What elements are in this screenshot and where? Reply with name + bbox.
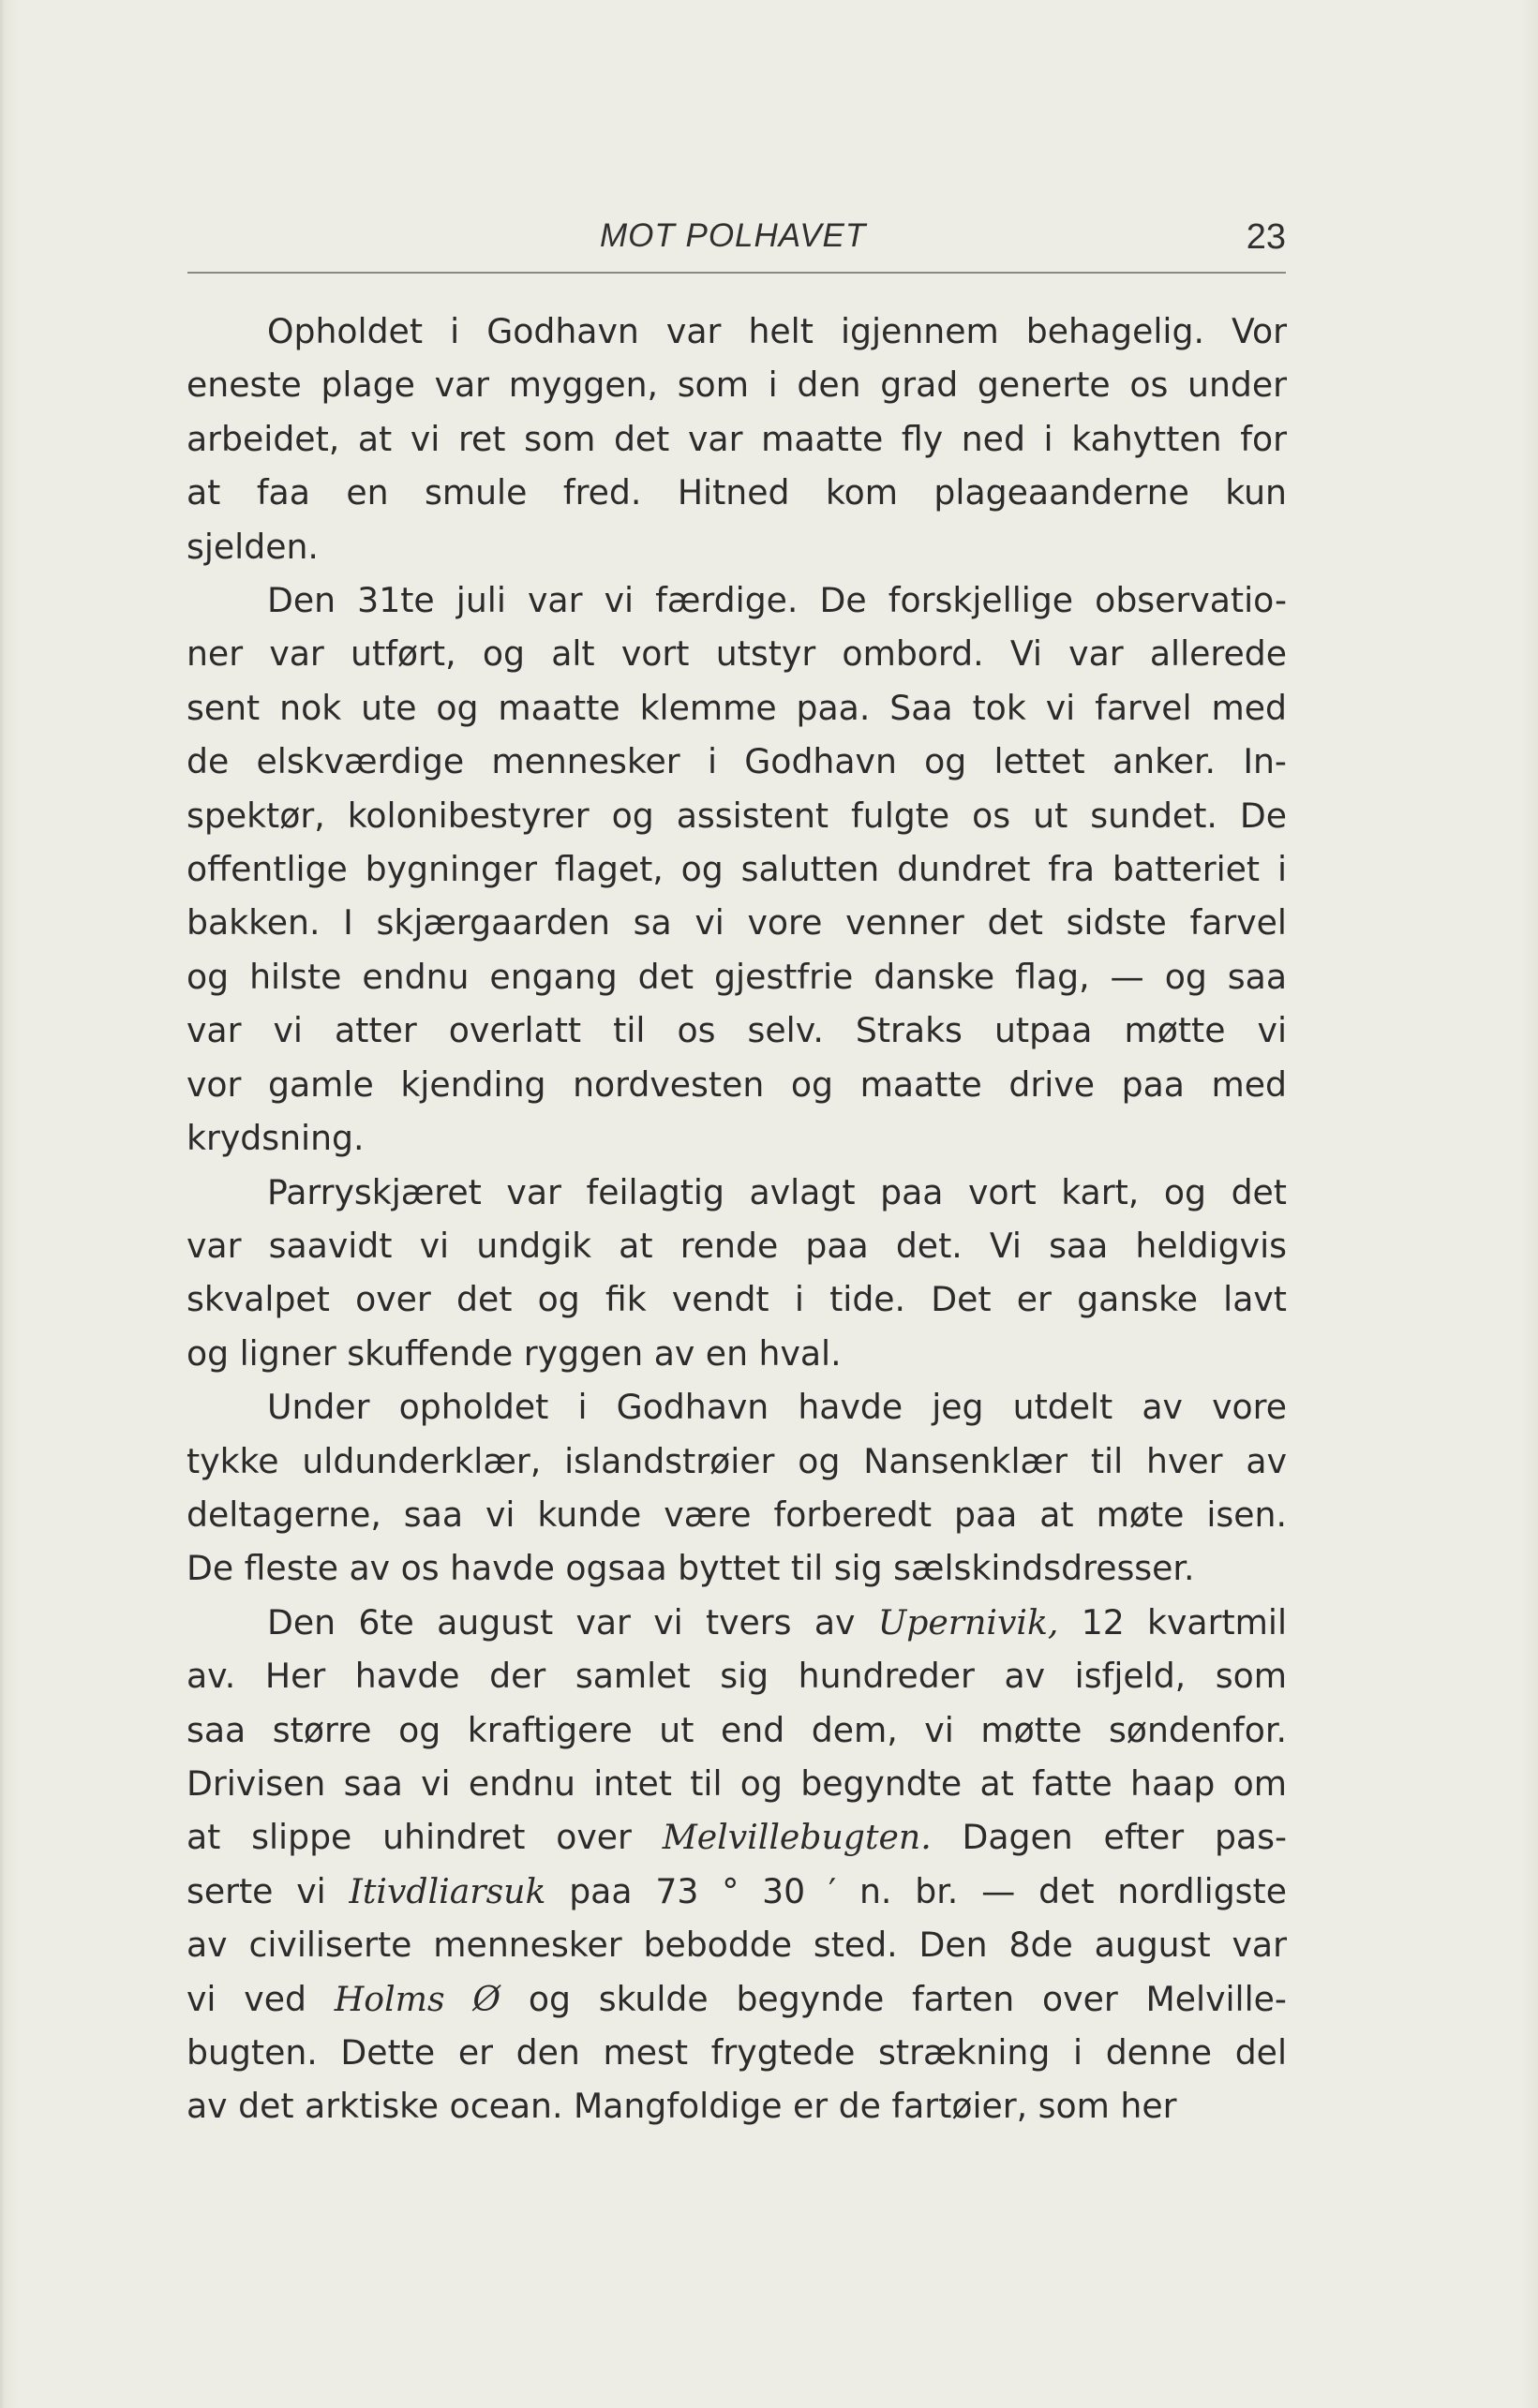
text-line	[187, 1865, 1287, 1918]
italic-place-name: Upernivik,	[877, 1601, 1059, 1642]
text-line	[187, 1219, 1287, 1272]
text-line	[187, 1972, 1287, 2026]
text-line	[187, 1596, 1287, 1649]
text-run: tykke uldunderklær, islandstrøier og Nansenklær til hver av	[187, 1440, 1287, 1481]
text-line	[187, 1003, 1287, 1057]
text-line	[187, 1434, 1287, 1488]
text-run: Den 31te juli var vi færdige. De forskjellige observatio-	[267, 580, 1287, 621]
text-line	[187, 1380, 1287, 1434]
text-run: eneste plage var myggen, som i den grad generte os under	[187, 364, 1287, 406]
text-run: av civiliserte mennesker bebodde sted. Den 8de august var	[187, 1925, 1287, 1966]
text-run: Under opholdet i Godhavn havde jeg utdelt av vore	[267, 1387, 1287, 1428]
text-run: var saavidt vi undgik at rende paa det. Vi saa heldigvis	[187, 1225, 1287, 1266]
text-run: var vi atter overlatt til os selv. Straks utpaa møtte vi	[187, 1010, 1287, 1051]
text-run: De fleste av os havde ogsaa byttet til sig sælskindsdresser.	[187, 1548, 1195, 1589]
text-line	[187, 1541, 1287, 1595]
italic-place-name: Holms Ø	[334, 1978, 501, 2019]
text-run: at faa en smule fred. Hitned kom plageaanderne kun	[187, 472, 1287, 513]
text-run: av det arktiske ocean. Mangfoldige er de fartøier, som her	[187, 2086, 1177, 2127]
text-line	[187, 520, 1287, 573]
text-line	[187, 1757, 1287, 1810]
text-line	[187, 896, 1287, 949]
paragraph	[187, 1166, 1287, 1381]
text-run: de elskværdige mennesker i Godhavn og lettet anker. In-	[187, 741, 1287, 782]
text-line	[187, 1111, 1287, 1165]
text-line	[187, 735, 1287, 788]
text-line	[187, 1058, 1287, 1111]
text-run: vi ved	[187, 1978, 335, 2019]
text-run: ner var utført, og alt vort utstyr ombord. Vi var allerede	[187, 633, 1287, 675]
text-run: Parryskjæret var feilagtig avlagt paa vort kart, og det	[267, 1171, 1287, 1212]
page-header	[187, 217, 1286, 274]
italic-place-name: Melvillebugten.	[662, 1817, 932, 1858]
running-title: MOT POLHAVET	[600, 217, 867, 254]
text-run: offentlige bygninger flaget, og salutten dundret fra batteriet i	[187, 849, 1287, 890]
text-line	[187, 1918, 1287, 1971]
paragraph	[187, 573, 1287, 1165]
italic-place-name: Itivdliarsuk	[349, 1870, 546, 1911]
text-run: paa 73 ° 30 ′ n. br. — det nordligste	[545, 1870, 1287, 1911]
page-number: 23	[1246, 217, 1286, 257]
text-run: og hilste endnu engang det gjestfrie danske flag, — og saa	[187, 956, 1287, 997]
text-line	[187, 1703, 1287, 1757]
text-line	[187, 950, 1287, 1003]
text-run: arbeidet, at vi ret som det var maatte fly ned i kahytten for	[187, 418, 1287, 459]
text-run: skvalpet over det og fik vendt i tide. Det er ganske lavt	[187, 1279, 1287, 1320]
text-line	[187, 305, 1287, 358]
text-run: og ligner skuffende ryggen av en hval.	[187, 1332, 842, 1374]
text-run: sent nok ute og maatte klemme paa. Saa tok vi farvel med	[187, 687, 1287, 728]
text-line	[187, 842, 1287, 896]
text-line	[187, 1810, 1287, 1864]
text-line	[187, 1327, 1287, 1380]
text-line	[187, 1649, 1287, 1702]
text-line	[187, 627, 1287, 680]
text-run: Drivisen saa vi endnu intet til og begyndte at fatte haap om	[187, 1762, 1287, 1804]
text-run: vor gamle kjending nordvesten og maatte drive paa med	[187, 1063, 1287, 1105]
text-run: bakken. I skjærgaarden sa vi vore venner det sidste farvel	[187, 902, 1287, 944]
text-line	[187, 573, 1287, 627]
text-line	[187, 1488, 1287, 1541]
paragraph	[187, 305, 1287, 573]
text-run: at slippe uhindret over	[187, 1817, 663, 1858]
header-rule	[187, 272, 1286, 274]
text-run: 12 kvartmil	[1058, 1601, 1288, 1642]
body-text	[187, 305, 1287, 2133]
paragraph	[187, 1380, 1287, 1596]
text-run: bugten. Dette er den mest frygtede strækning i denne del	[187, 2032, 1287, 2073]
text-line	[187, 466, 1287, 519]
text-run: serte vi	[187, 1870, 350, 1911]
text-line	[187, 2079, 1287, 2133]
text-run: Den 6te august var vi tvers av	[267, 1601, 878, 1642]
text-run: Opholdet i Godhavn var helt igjennem behagelig. Vor	[267, 311, 1287, 351]
text-line	[187, 412, 1287, 466]
text-run: av. Her havde der samlet sig hundreder av isfjeld, som	[187, 1656, 1287, 1697]
text-line	[187, 681, 1287, 735]
text-run: deltagerne, saa vi kunde være forberedt paa at møte isen.	[187, 1494, 1287, 1535]
text-run: og skulde begynde farten over Melville-	[500, 1978, 1287, 2019]
paragraph	[187, 1596, 1287, 2133]
text-run: Dagen efter pas-	[931, 1817, 1287, 1858]
text-line	[187, 1272, 1287, 1326]
text-line	[187, 789, 1287, 842]
text-run: spektør, kolonibestyrer og assistent fulgte os ut sundet. De	[187, 795, 1287, 836]
text-run: krydsning.	[187, 1118, 365, 1159]
text-line	[187, 1166, 1287, 1219]
text-line	[187, 2026, 1287, 2079]
text-line	[187, 358, 1287, 411]
text-run: saa større og kraftigere ut end dem, vi møtte søndenfor.	[187, 1709, 1287, 1750]
text-run: sjelden.	[187, 526, 319, 567]
